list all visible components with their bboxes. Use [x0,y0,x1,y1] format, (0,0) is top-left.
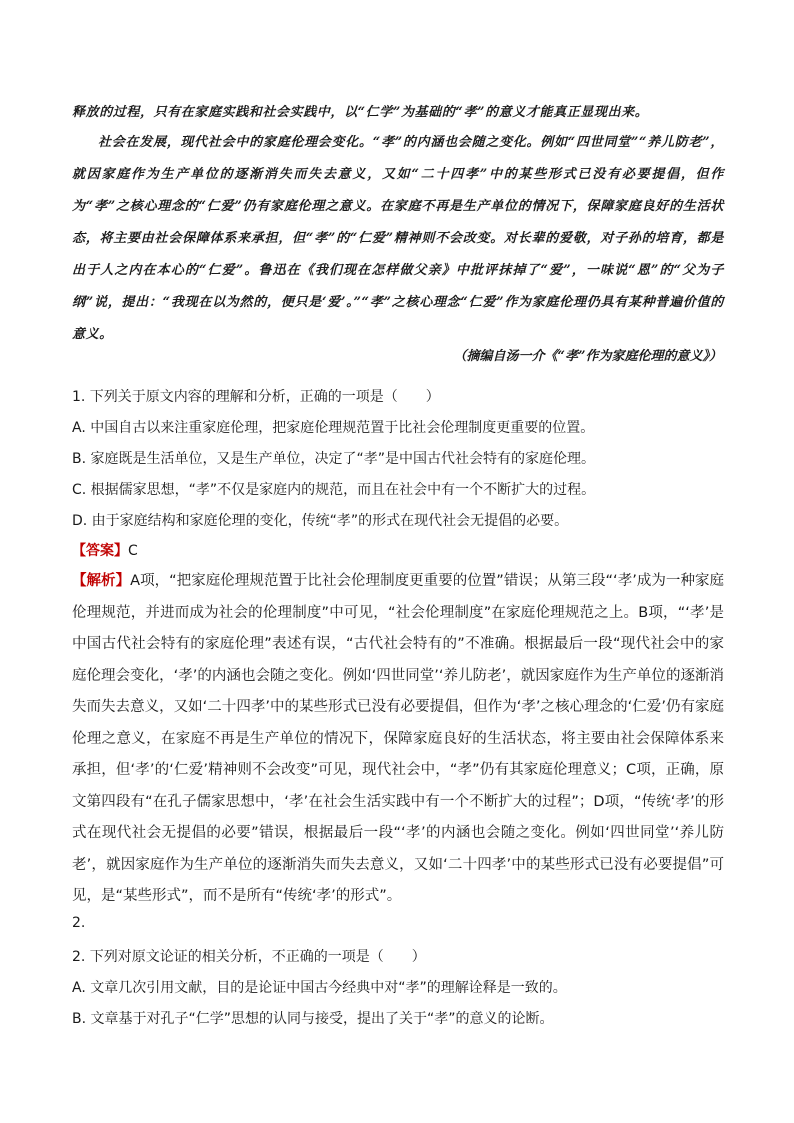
question-2-option-a: A. 文章几次引用文献，目的是论证中国古今经典中对“孝”的理解诠释是一致的。 [72,980,567,996]
question-1-stem: 1. 下列关于原文内容的理解和分析，正确的一项是（ ） [72,389,440,405]
question-1-option-b: B. 家庭既是生活单位，又是生产单位，决定了“孝”是中国古代社会特有的家庭伦理。 [72,451,596,467]
question-2-stem: 2. 下列对原文论证的相关分析，不正确的一项是（ ） [72,949,426,965]
question-separator: 2. [72,915,86,931]
question-1-option-d: D. 由于家庭结构和家庭伦理的变化，传统“孝”的形式在现代社会无提倡的必要。 [72,513,569,529]
analysis-text: A项，“把家庭伦理规范置于比社会伦理制度更重要的位置”错误；从第三段“‘孝’成为一种家庭伦理规范，并进而成为社会的伦理制度”中可见，“社会伦理制度”在家庭伦理规范之上。B项，“‘孝’是中国古代社会特有的家庭伦理”表述有误，“古代社会特有的”不准确。根据最后一段“现代社会中的家庭伦理会变化，‘孝’的内涵也会随之变化。例如‘四世同堂’‘养儿防老’，就因家庭作为生产单位的逐渐消失而失去意义，又如‘二十四孝’中的某些形式已没有必要提倡，但作为‘孝’之核心理念的‘仁爱’仍有家庭伦理之意义，在家庭不再是生产单位的情况下，保障家庭良好的生活状态，将主要由社会保障体系来承担，但‘孝’的‘仁爱’精神则不会改变”可见，现代社会中，“孝”仍有其家庭伦理意义；C项，正确，原文第四段有“在孔子儒家思想中，‘孝’在社会生活实践中有一个不断扩大的过程”；D项，“传统‘孝’的形式在现代社会无提倡的必要”错误，根据最后一段“‘孝’的内涵也会随之变化。例如‘四世同堂’‘养儿防老’，就因家庭作为生产单位的逐渐消失而失去意义，又如‘二十四孝’中的某些形式已没有必要提倡”可见，是“某些形式”，而不是所有“传统‘孝’的形式”。 [72,573,725,904]
answer-value: C [128,543,138,559]
question-1-option-c: C. 根据儒家思想，“孝”不仅是家庭内的规范，而且在社会中有一个不断扩大的过程。 [72,482,596,498]
answer-line [72,540,138,560]
passage-citation: （摘编自汤一介《“孝”作为家庭伦理的意义》） [453,349,722,364]
question-2-option-b: B. 文章基于对孔子“仁学”思想的认同与接受，提出了关于“孝”的意义的论断。 [72,1011,554,1027]
passage-paragraph-1: 释放的过程，只有在家庭实践和社会实践中，以“仁学”为基础的“孝”的意义才能真正显现出来。 [72,105,649,120]
analysis-block [72,566,724,913]
analysis-tag: 【解析】 [72,573,131,589]
answer-tag: 【答案】 [72,543,128,559]
passage-paragraph-2: 社会在发展，现代社会中的家庭伦理会变化。“孝”的内涵也会随之变化。例如“四世同堂”“养儿防老”，就因家庭作为生产单位的逐渐消失而失去意义，又如“二十四孝”中的某些形式已没有必要提倡，但作为“孝”之核心理念的“仁爱”仍有家庭伦理之意义。在家庭不再是生产单位的情况下，保障家庭良好的生活状态，将主要由社会保障体系来承担，但“孝”的“仁爱”精神则不会改变。对长辈的爱敬，对子孙的培育，都是出于人之内在本心的“仁爱”。鲁迅在《我们现在怎样做父亲》中批评抹掉了“爱”，一味说“恩”的“父为子纲”说，提出：“我现在以为然的，便只是‘爱’。”“孝”之核心理念“仁爱”作为家庭伦理仍具有某种普遍价值的意义。 [72,135,724,342]
question-1-option-a: A. 中国自古以来注重家庭伦理，把家庭伦理规范置于比社会伦理制度更重要的位置。 [72,420,595,436]
